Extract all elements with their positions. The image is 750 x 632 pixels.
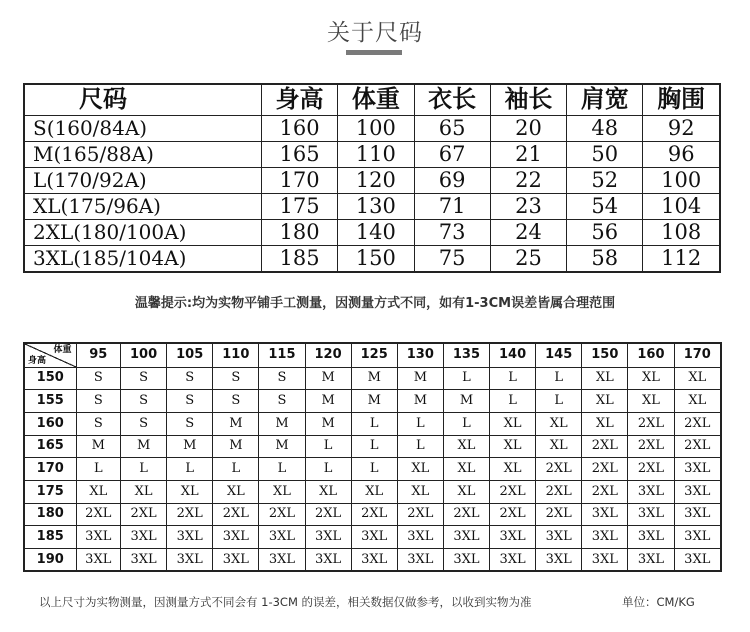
unit-label: 单位：CM/KG [622,595,695,609]
size-cell: XL [582,412,628,435]
chart-row [24,390,721,413]
size-cell: L [305,458,351,481]
size-cell: 2XL [536,458,582,481]
size-cell: 3XL [167,526,213,549]
size-cell: 2XL [259,503,305,526]
size-cell: M [259,412,305,435]
height-header-cell: 175 [24,480,76,503]
size-cell: 2XL [582,458,628,481]
size-cell: XL [582,390,628,413]
size-value-cell: 130 [338,193,414,219]
size-label-cell: 2XL(180/100A) [24,219,261,245]
size-table-row [24,193,720,219]
size-cell: XL [121,480,167,503]
size-cell: XL [397,458,443,481]
size-cell: S [213,390,259,413]
size-cell: 2XL [628,458,674,481]
size-cell: 3XL [167,549,213,572]
size-value-cell: 75 [414,245,490,272]
size-cell: 2XL [490,503,536,526]
size-cell: 2XL [167,503,213,526]
size-cell: 3XL [305,549,351,572]
weight-header-cell: 115 [259,343,305,367]
size-cell: 3XL [397,549,443,572]
footer-note: 以上尺寸为实物测量，因测量方式不同会有 1-3CM 的误差，相关数据仅做参考，以收到实物为准 [39,595,532,609]
size-cell: XL [536,412,582,435]
size-table-row [24,219,720,245]
size-label-cell: M(165/88A) [24,141,261,167]
weight-header-cell: 120 [305,343,351,367]
size-cell: 2XL [443,503,489,526]
size-cell: 2XL [76,503,121,526]
size-cell: XL [490,458,536,481]
size-cell: L [305,435,351,458]
size-value-cell: 71 [414,193,490,219]
size-cell: L [443,367,489,390]
size-cell: L [121,458,167,481]
size-cell: 3XL [674,458,721,481]
chart-row [24,367,721,390]
corner-height-label: 身高 [28,355,47,366]
size-cell: 3XL [121,549,167,572]
size-cell: S [76,390,121,413]
size-cell: XL [490,412,536,435]
size-cell: M [351,390,397,413]
size-value-cell: 50 [567,141,643,167]
size-value-cell: 150 [338,245,414,272]
size-cell: 2XL [121,503,167,526]
size-cell: XL [351,480,397,503]
size-value-cell: 100 [643,167,720,193]
size-cell: 3XL [674,503,721,526]
size-value-cell: 24 [490,219,566,245]
height-header-cell: 190 [24,549,76,572]
size-cell: M [305,412,351,435]
size-cell: XL [628,390,674,413]
size-cell: 2XL [628,435,674,458]
size-table-header-cell: 身高 [261,84,337,115]
size-value-cell: 58 [567,245,643,272]
size-cell: S [76,367,121,390]
size-cell: 2XL [213,503,259,526]
chart-row [24,412,721,435]
size-cell: 3XL [628,480,674,503]
size-cell: S [259,390,305,413]
size-cell: 2XL [628,412,674,435]
size-cell: M [351,367,397,390]
chart-row [24,435,721,458]
size-cell: M [259,435,305,458]
size-cell: 3XL [674,526,721,549]
size-cell: M [397,390,443,413]
size-value-cell: 48 [567,115,643,141]
size-value-cell: 73 [414,219,490,245]
size-cell: 3XL [121,526,167,549]
size-value-cell: 100 [338,115,414,141]
size-value-cell: 185 [261,245,337,272]
size-table-row [24,167,720,193]
size-cell: 3XL [443,549,489,572]
size-value-cell: 96 [643,141,720,167]
weight-header-cell: 160 [628,343,674,367]
size-cell: XL [674,367,721,390]
size-value-cell: 25 [490,245,566,272]
size-value-cell: 104 [643,193,720,219]
height-weight-chart [23,342,722,572]
size-value-cell: 110 [338,141,414,167]
size-cell: 3XL [76,549,121,572]
size-cell: M [167,435,213,458]
weight-header-cell: 125 [351,343,397,367]
chart-row [24,458,721,481]
height-header-cell: 165 [24,435,76,458]
size-cell: S [121,412,167,435]
corner-weight-label: 体重 [53,345,72,355]
chart-row [24,480,721,503]
size-cell: L [259,458,305,481]
title-underline [346,50,402,55]
size-value-cell: 120 [338,167,414,193]
size-cell: XL [259,480,305,503]
size-cell: XL [397,480,443,503]
weight-header-cell: 130 [397,343,443,367]
size-cell: XL [443,480,489,503]
size-table-header-cell: 肩宽 [567,84,643,115]
weight-header-cell: 135 [443,343,489,367]
size-cell: 2XL [582,480,628,503]
size-cell: 3XL [582,549,628,572]
size-cell: XL [674,390,721,413]
size-table-header-cell: 胸围 [643,84,720,115]
size-cell: 3XL [490,526,536,549]
size-table-header-cell: 袖长 [490,84,566,115]
size-cell: XL [582,367,628,390]
size-table-row [24,245,720,272]
size-cell: 3XL [582,503,628,526]
size-cell: M [121,435,167,458]
size-cell: L [397,412,443,435]
size-table-header-cell: 体重 [338,84,414,115]
size-value-cell: 160 [261,115,337,141]
size-cell: S [121,390,167,413]
size-value-cell: 52 [567,167,643,193]
size-cell: XL [305,480,351,503]
size-cell: 3XL [536,526,582,549]
size-value-cell: 54 [567,193,643,219]
size-value-cell: 108 [643,219,720,245]
size-cell: M [76,435,121,458]
size-cell: 3XL [628,549,674,572]
size-cell: 3XL [213,526,259,549]
size-label-cell: L(170/92A) [24,167,261,193]
size-cell: S [167,367,213,390]
size-cell: 2XL [674,412,721,435]
size-cell: XL [167,480,213,503]
size-label-cell: 3XL(185/104A) [24,245,261,272]
size-cell: 2XL [582,435,628,458]
size-cell: 3XL [213,549,259,572]
weight-header-cell: 170 [674,343,721,367]
size-table-row [24,115,720,141]
chart-corner-cell [24,343,76,367]
size-cell: 3XL [490,549,536,572]
size-table-row [24,141,720,167]
size-cell: 2XL [397,503,443,526]
size-cell: 2XL [305,503,351,526]
size-cell: M [305,367,351,390]
chart-row [24,526,721,549]
weight-header-cell: 145 [536,343,582,367]
measurement-note: 温馨提示:均为实物平铺手工测量，因测量方式不同，如有1-3CM误差皆属合理范围 [134,296,616,311]
size-cell: 3XL [76,526,121,549]
size-cell: L [490,390,536,413]
size-cell: L [397,435,443,458]
size-cell: L [167,458,213,481]
size-cell: L [213,458,259,481]
size-cell: 3XL [397,526,443,549]
size-cell: S [259,367,305,390]
height-header-cell: 180 [24,503,76,526]
weight-header-cell: 105 [167,343,213,367]
weight-header-cell: 140 [490,343,536,367]
size-table-header-cell: 衣长 [414,84,490,115]
height-header-cell: 170 [24,458,76,481]
size-table-header [24,84,720,115]
size-cell: XL [628,367,674,390]
size-cell: M [443,390,489,413]
size-value-cell: 67 [414,141,490,167]
size-cell: 3XL [628,526,674,549]
size-cell: M [397,367,443,390]
size-cell: L [536,367,582,390]
size-cell: 3XL [443,526,489,549]
height-header-cell: 185 [24,526,76,549]
size-cell: 3XL [674,480,721,503]
size-cell: L [443,412,489,435]
page-title: 关于尺码 [327,20,423,46]
size-cell: 2XL [536,480,582,503]
size-cell: 2XL [490,480,536,503]
size-cell: L [351,458,397,481]
size-cell: 3XL [259,549,305,572]
size-cell: S [167,390,213,413]
size-value-cell: 180 [261,219,337,245]
size-value-cell: 165 [261,141,337,167]
size-cell: 3XL [536,549,582,572]
chart-row [24,503,721,526]
size-cell: 2XL [674,435,721,458]
size-table [23,83,721,273]
height-header-cell: 150 [24,367,76,390]
size-cell: M [213,435,259,458]
weight-header-cell: 95 [76,343,121,367]
size-value-cell: 140 [338,219,414,245]
size-cell: 2XL [536,503,582,526]
size-cell: L [76,458,121,481]
chart-header-row [24,343,721,367]
size-cell: XL [443,458,489,481]
size-value-cell: 170 [261,167,337,193]
size-value-cell: 21 [490,141,566,167]
size-value-cell: 22 [490,167,566,193]
weight-header-cell: 100 [121,343,167,367]
size-value-cell: 23 [490,193,566,219]
size-cell: 3XL [628,503,674,526]
height-header-cell: 160 [24,412,76,435]
height-header-cell: 155 [24,390,76,413]
size-cell: XL [490,435,536,458]
weight-header-cell: 110 [213,343,259,367]
size-label-cell: S(160/84A) [24,115,261,141]
size-value-cell: 92 [643,115,720,141]
size-cell: 3XL [674,549,721,572]
size-cell: S [167,412,213,435]
size-cell: L [351,412,397,435]
size-cell: S [76,412,121,435]
size-cell: M [213,412,259,435]
size-cell: M [305,390,351,413]
size-cell: 3XL [351,526,397,549]
size-cell: S [213,367,259,390]
size-value-cell: 65 [414,115,490,141]
size-value-cell: 69 [414,167,490,193]
size-cell: XL [213,480,259,503]
size-cell: L [536,390,582,413]
weight-header-cell: 150 [582,343,628,367]
size-cell: S [121,367,167,390]
size-cell: XL [536,435,582,458]
size-cell: L [351,435,397,458]
size-cell: XL [76,480,121,503]
size-value-cell: 112 [643,245,720,272]
size-value-cell: 175 [261,193,337,219]
size-cell: 3XL [305,526,351,549]
size-cell: 3XL [351,549,397,572]
size-cell: L [490,367,536,390]
size-cell: 3XL [259,526,305,549]
size-label-cell: XL(175/96A) [24,193,261,219]
size-table-header-cell: 尺码 [24,84,261,115]
size-value-cell: 20 [490,115,566,141]
chart-row [24,549,721,572]
size-value-cell: 56 [567,219,643,245]
size-cell: XL [443,435,489,458]
size-cell: 3XL [582,526,628,549]
size-cell: 2XL [351,503,397,526]
